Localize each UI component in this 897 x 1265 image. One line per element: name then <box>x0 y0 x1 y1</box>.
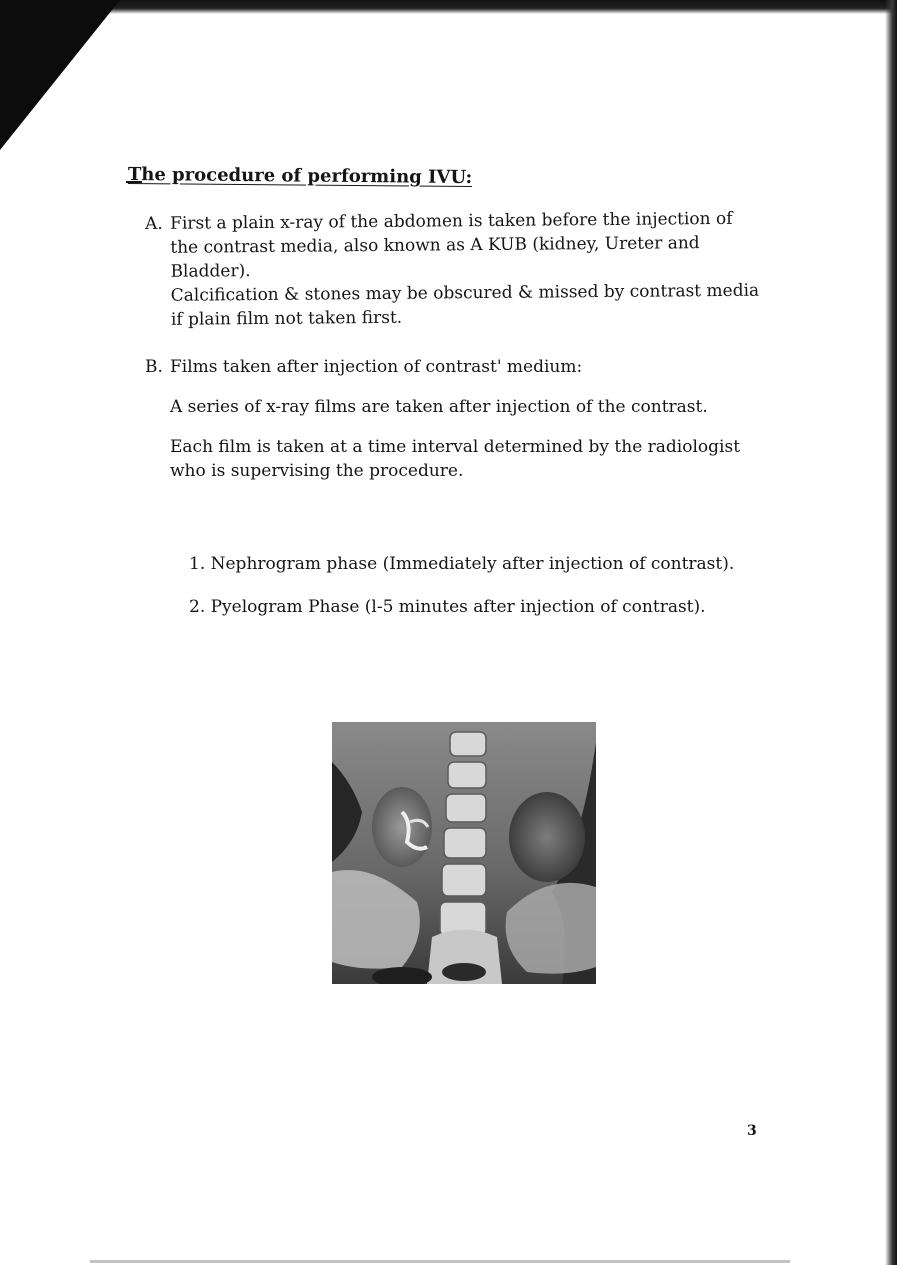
scan-bottom-edge <box>90 1260 790 1263</box>
section-b-paragraph-2 <box>170 435 785 483</box>
section-b <box>145 355 785 483</box>
section-a <box>145 206 786 332</box>
page-number: 3 <box>747 1123 757 1139</box>
section-b-heading: Films taken after injection of contrast' medium: <box>170 357 583 377</box>
scan-folded-corner <box>0 0 120 150</box>
scan-shadow-top <box>0 0 897 14</box>
phase-item: 1. Nephrogram phase (Immediately after injection of contrast). <box>189 554 735 574</box>
page-title: The procedure of performing IVU: <box>127 164 473 189</box>
section-b-paragraph-1 <box>170 395 785 419</box>
phase-item: 2. Pyelogram Phase (l-5 minutes after injection of contrast). <box>189 597 706 617</box>
section-b-para2-line: Each film is taken at a time interval determined by the radiologist <box>170 437 741 457</box>
kub-xray-image <box>332 722 596 984</box>
section-a-line: Bladder). <box>170 261 251 282</box>
section-a-line: if plain film not taken first. <box>170 307 403 330</box>
section-a-line: the contrast media, also known as A KUB (kidney, Ureter and <box>170 233 700 258</box>
section-b-para2-line: who is supervising the procedure. <box>170 461 464 481</box>
section-b-text <box>170 355 785 483</box>
section-a-line: Calcification & stones may be obscured & missed by contrast media <box>170 280 760 306</box>
section-a-line: First a plain x-ray of the abdomen is taken before the injection of <box>170 208 733 234</box>
section-b-para1-line: A series of x-ray films are taken after injection of the contrast. <box>170 397 708 417</box>
section-a-text <box>170 206 786 331</box>
section-b-marker: B. <box>145 357 163 377</box>
phase-list <box>189 552 734 638</box>
scan-right-edge <box>885 0 897 1265</box>
section-a-marker: A. <box>145 213 163 234</box>
